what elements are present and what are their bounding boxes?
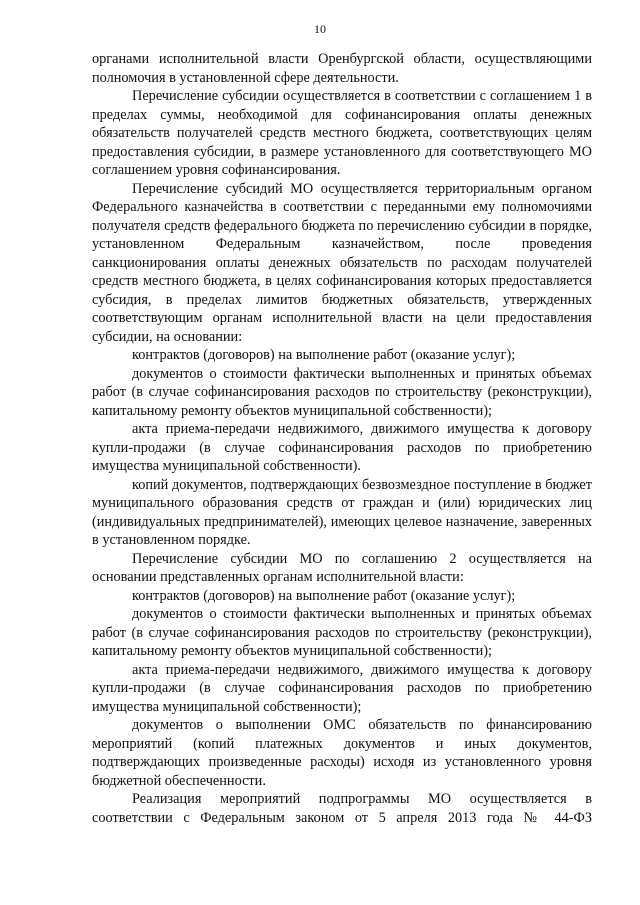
page-number: 10 — [314, 22, 326, 36]
list-item-contracts-2: контрактов (договоров) на выполнение работ (оказание услуг); — [132, 587, 516, 604]
paragraph-3: Перечисление субсидий МО осуществляется территориальным органом Федерального казначейства в соответствии с переданными ему полномочиями получателя средств федерального бюджета по перечислению субсидии в порядке, установленном Федеральным казначейством, после проведения санкционирования оплаты денежных обязательств по расходам получателей средств местного бюджета, в целях софинансирования которых предоставляется субсидия, в пределах лимитов бюджетных обязательств, утвержденных соответствующим органам исполнительной власти на цели предоставления субсидии, на основании: — [92, 180, 592, 345]
list-item-cost-documents: документов о стоимости фактически выполненных и принятых объемах работ (в случае софинансирования расходов по строительству (реконструкции), капитальному ремонту объектов муниципальной собственности); — [92, 365, 592, 419]
list-item-cost-documents-2: документов о стоимости фактически выполненных и принятых объемах работ (в случае софинансирования расходов по строительству (реконструкции), капитальному ремонту объектов муниципальной собственности); — [92, 606, 592, 659]
paragraph-implementation: Реализация мероприятий подпрограммы МО осуществляется в соответствии с Федеральным законом от 5 апреля 2013 года № 44-ФЗ — [92, 791, 592, 826]
list-item-oms-obligations: документов о выполнении ОМС обязательств по финансированию мероприятий (копий платежных документов и иных документов, подтверждающих произведенные расходы) исходя из установленного уровня бюджетной обеспеченности. — [92, 717, 592, 789]
paragraph-2: Перечисление субсидии осуществляется в соответствии с соглашением 1 в пределах суммы, необходимой для софинансирования оплаты денежных обязательств получателей средств местного бюджета, соответствующих целям предоставления субсидии, в размере установленного для соответствующего МО соглашением уровня софинансирования. — [92, 88, 592, 178]
list-item-transfer-act-2: акта приема-передачи недвижимого, движимого имущества к договору купли-продажи (в случае софинансирования расходов по приобретению имущества муниципальной собственности); — [92, 661, 592, 715]
list-item-contracts: контрактов (договоров) на выполнение работ (оказание услуг); — [132, 347, 516, 363]
paragraph-1: органами исполнительной власти Оренбургской области, осуществляющими полномочия в установленной сфере деятельности. — [92, 51, 592, 86]
list-item-free-receipt-copies: копий документов, подтверждающих безвозмездное поступление в бюджет муниципального образования средств от граждан и (или) юридических лиц (индивидуальных предпринимателей), имеющих целевое назначение, заверенных в установленном порядке. — [92, 476, 592, 548]
list-item-transfer-act: акта приема-передачи недвижимого, движимого имущества к договору купли-продажи (в случае софинансирования расходов по приобретению имущества муниципальной собственности). — [92, 421, 592, 474]
paragraph-agreement-2: Перечисление субсидии МО по соглашению 2 осуществляется на основании представленных органам исполнительной власти: — [92, 550, 592, 585]
